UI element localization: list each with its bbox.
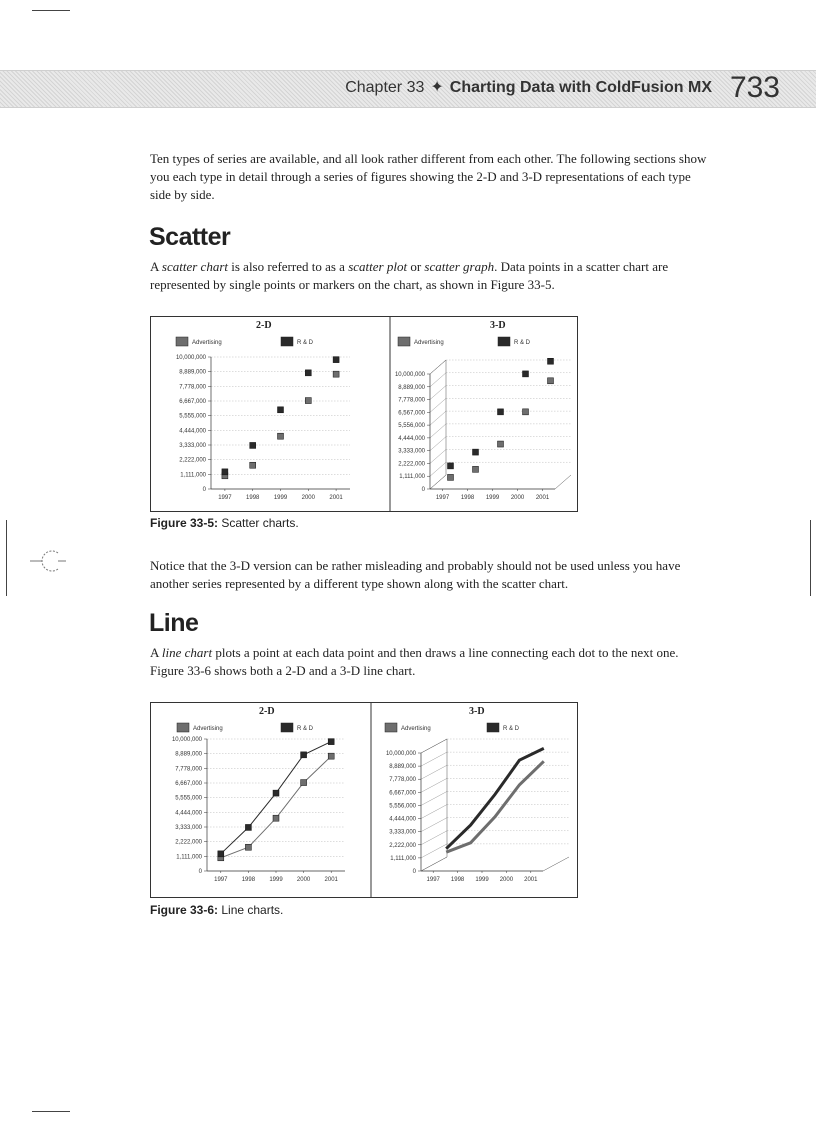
x-tick-label: 2001 [324,877,338,883]
y-tick-label: 0 [202,487,206,493]
crop-mark-right [810,520,811,596]
legend-swatch [398,337,410,346]
data-point [548,358,554,364]
floor-edge-right [555,475,571,489]
data-point [250,462,256,468]
x-tick-label: 2000 [510,495,525,501]
y-tick-label: 5,556,000 [398,423,425,430]
depth-gridline [430,398,446,412]
floor-edge-right [543,857,569,871]
data-point [301,780,307,786]
depth-gridline [430,462,446,476]
y-tick-label: 4,444,000 [179,428,206,435]
x-tick-label: 1999 [269,877,283,883]
chart-title: 3-D [490,320,506,331]
figure-33-5-caption: Figure 33-5: Scatter charts. [150,516,299,530]
x-tick-label: 1999 [485,495,500,501]
series-line-advertising [446,761,544,852]
y-tick-label: 10,000,000 [385,751,416,757]
chart-title: 2-D [259,706,275,717]
depth-edge-bottom [430,475,446,489]
y-tick-label: 5,555,000 [175,795,202,802]
legend-label: Advertising [193,726,223,732]
y-tick-label: 1,111,000 [176,854,202,861]
legend-label: Advertising [401,726,431,732]
depth-gridline [421,831,447,845]
header-title [345,77,712,97]
depth-gridline [421,791,447,805]
y-tick-label: 1,111,000 [180,472,206,479]
scatter-heading: Scatter [149,223,231,251]
depth-gridline [430,386,446,400]
legend-label: R & D [297,340,314,346]
x-tick-label: 2001 [329,495,343,501]
y-tick-label: 4,444,000 [175,810,202,817]
data-point [448,463,454,469]
y-tick-label: 7,778,000 [398,397,425,404]
series-line-advertising [221,756,331,858]
legend-label: R & D [297,726,314,732]
data-point [498,441,504,447]
y-tick-label: 6,567,000 [398,410,425,417]
depth-gridline [430,449,446,463]
chart-line-2d [172,706,345,883]
figure-33-6-caption: Figure 33-6: Line charts. [150,903,284,917]
data-point [273,815,279,821]
legend-swatch [487,723,499,732]
depth-gridline [421,778,447,792]
x-tick-label: 2000 [301,495,315,501]
chart-line-3d [385,706,569,883]
chapter-title: Charting Data with ColdFusion MX [449,79,712,96]
chart-scatter-3d [395,320,571,501]
data-point [305,370,311,376]
y-tick-label: 7,778,000 [175,766,202,773]
scatter-note: Notice that the 3-D version can be rather misleading and probably should not be used unless you have another series represented by a different type shown along with the scatter chart. [150,558,681,591]
crop-mark-bottom [32,1111,70,1112]
legend-swatch [176,337,188,346]
data-point [218,851,224,857]
data-point [523,409,529,415]
data-point [245,844,251,850]
depth-gridline [430,373,446,387]
data-point [222,469,228,475]
y-tick-label: 6,667,000 [179,399,206,405]
line-paragraph: A line chart plots a point at each data point and then draws a line connecting each dot to the next one. Figure 33-6 shows both a 2-D and a 3-D line chart. [150,645,679,678]
registration-mark-icon [28,547,68,575]
depth-gridline [430,424,446,438]
y-tick-label: 8,889,000 [398,384,425,391]
depth-gridline [421,844,447,858]
data-point [333,357,339,363]
series-line-rd [446,748,544,848]
x-tick-label: 1997 [214,877,228,883]
data-point [548,378,554,384]
scatter-paragraph: A scatter chart is also referred to as a scatter plot or scatter graph. Data points in a scatter chart are represented by single points or markers on the chart, as shown in Figure 33-5. [150,259,669,292]
y-tick-label: 0 [198,869,202,875]
data-point [523,371,529,377]
chapter-label: Chapter 33 [345,79,425,96]
y-tick-label: 1,111,000 [399,474,425,481]
x-tick-label: 1998 [241,877,256,883]
y-tick-label: 8,889,000 [389,764,416,771]
data-point [328,753,334,759]
running-header [0,70,816,108]
depth-gridline [421,752,447,766]
y-tick-label: 6,667,000 [175,781,202,787]
chart-title: 3-D [469,706,485,717]
x-tick-label: 1997 [435,495,450,501]
legend-label: Advertising [192,340,222,346]
crop-mark-top [32,10,70,11]
data-point [278,433,284,439]
data-point [498,409,504,415]
x-tick-label: 1998 [246,495,260,501]
y-tick-label: 3,333,000 [398,448,425,455]
data-point [448,474,454,480]
crop-mark-left [6,520,7,596]
chart-title: 2-D [256,320,272,331]
legend-swatch [498,337,510,346]
x-tick-label: 1999 [475,877,489,883]
y-tick-label: 5,556,000 [389,803,416,810]
legend-label: Advertising [414,340,444,346]
y-tick-label: 2,222,000 [175,839,202,846]
depth-edge-top [421,739,447,753]
y-tick-label: 3,333,000 [389,829,416,836]
y-tick-label: 4,444,000 [389,816,416,823]
line-heading: Line [149,609,199,637]
y-tick-label: 2,222,000 [179,457,206,464]
data-point [473,466,479,472]
x-tick-label: 1998 [450,877,465,883]
x-tick-label: 1998 [460,495,475,501]
y-tick-label: 2,222,000 [398,461,425,468]
depth-gridline [421,765,447,779]
data-point [250,442,256,448]
data-point [278,407,284,413]
legend-swatch [385,723,397,732]
y-tick-label: 3,333,000 [175,825,202,831]
y-tick-label: 1,111,000 [390,855,416,862]
y-tick-label: 10,000,000 [394,372,425,378]
x-tick-label: 1997 [426,877,440,883]
y-tick-label: 0 [421,487,425,493]
x-tick-label: 2001 [535,495,550,501]
line-figure [150,702,578,898]
y-tick-label: 0 [412,869,416,875]
y-tick-label: 3,333,000 [179,443,206,449]
chart-scatter-2d [176,320,350,501]
data-point [305,398,311,404]
x-tick-label: 2000 [296,877,311,883]
depth-gridline [421,818,447,832]
x-tick-label: 1999 [273,495,288,501]
data-point [333,371,339,377]
scatter-figure [150,316,578,512]
depth-edge-top [430,360,446,374]
depth-gridline [430,437,446,451]
data-point [273,790,279,796]
y-tick-label: 7,778,000 [179,384,206,391]
data-point [301,752,307,758]
y-tick-label: 10,000,000 [171,737,202,743]
page-number: 733 [729,71,780,104]
y-tick-label: 4,444,000 [398,435,425,442]
y-tick-label: 8,889,000 [175,751,202,758]
y-tick-label: 2,222,000 [389,842,416,849]
legend-swatch [177,723,189,732]
diamond-separator-icon: ✦ [430,79,444,96]
legend-swatch [281,337,293,346]
y-tick-label: 5,555,000 [179,413,206,420]
data-point [328,739,334,745]
depth-edge-bottom [421,857,447,871]
depth-gridline [430,411,446,425]
x-tick-label: 1997 [218,495,232,501]
legend-label: R & D [503,726,520,732]
data-point [245,824,251,830]
x-tick-label: 2000 [499,877,514,883]
data-point [473,449,479,455]
depth-gridline [421,805,447,819]
y-tick-label: 6,667,000 [389,790,416,797]
legend-swatch [281,723,293,732]
y-tick-label: 7,778,000 [389,777,416,784]
x-tick-label: 2001 [524,877,538,883]
y-tick-label: 8,889,000 [179,369,206,376]
legend-label: R & D [514,340,531,346]
intro-paragraph: Ten types of series are available, and all look rather different from each other. The following sections show you each type in detail through a series of figures showing the 2-D and 3-D representations of each type side by side. [150,151,707,202]
y-tick-label: 10,000,000 [175,355,206,361]
